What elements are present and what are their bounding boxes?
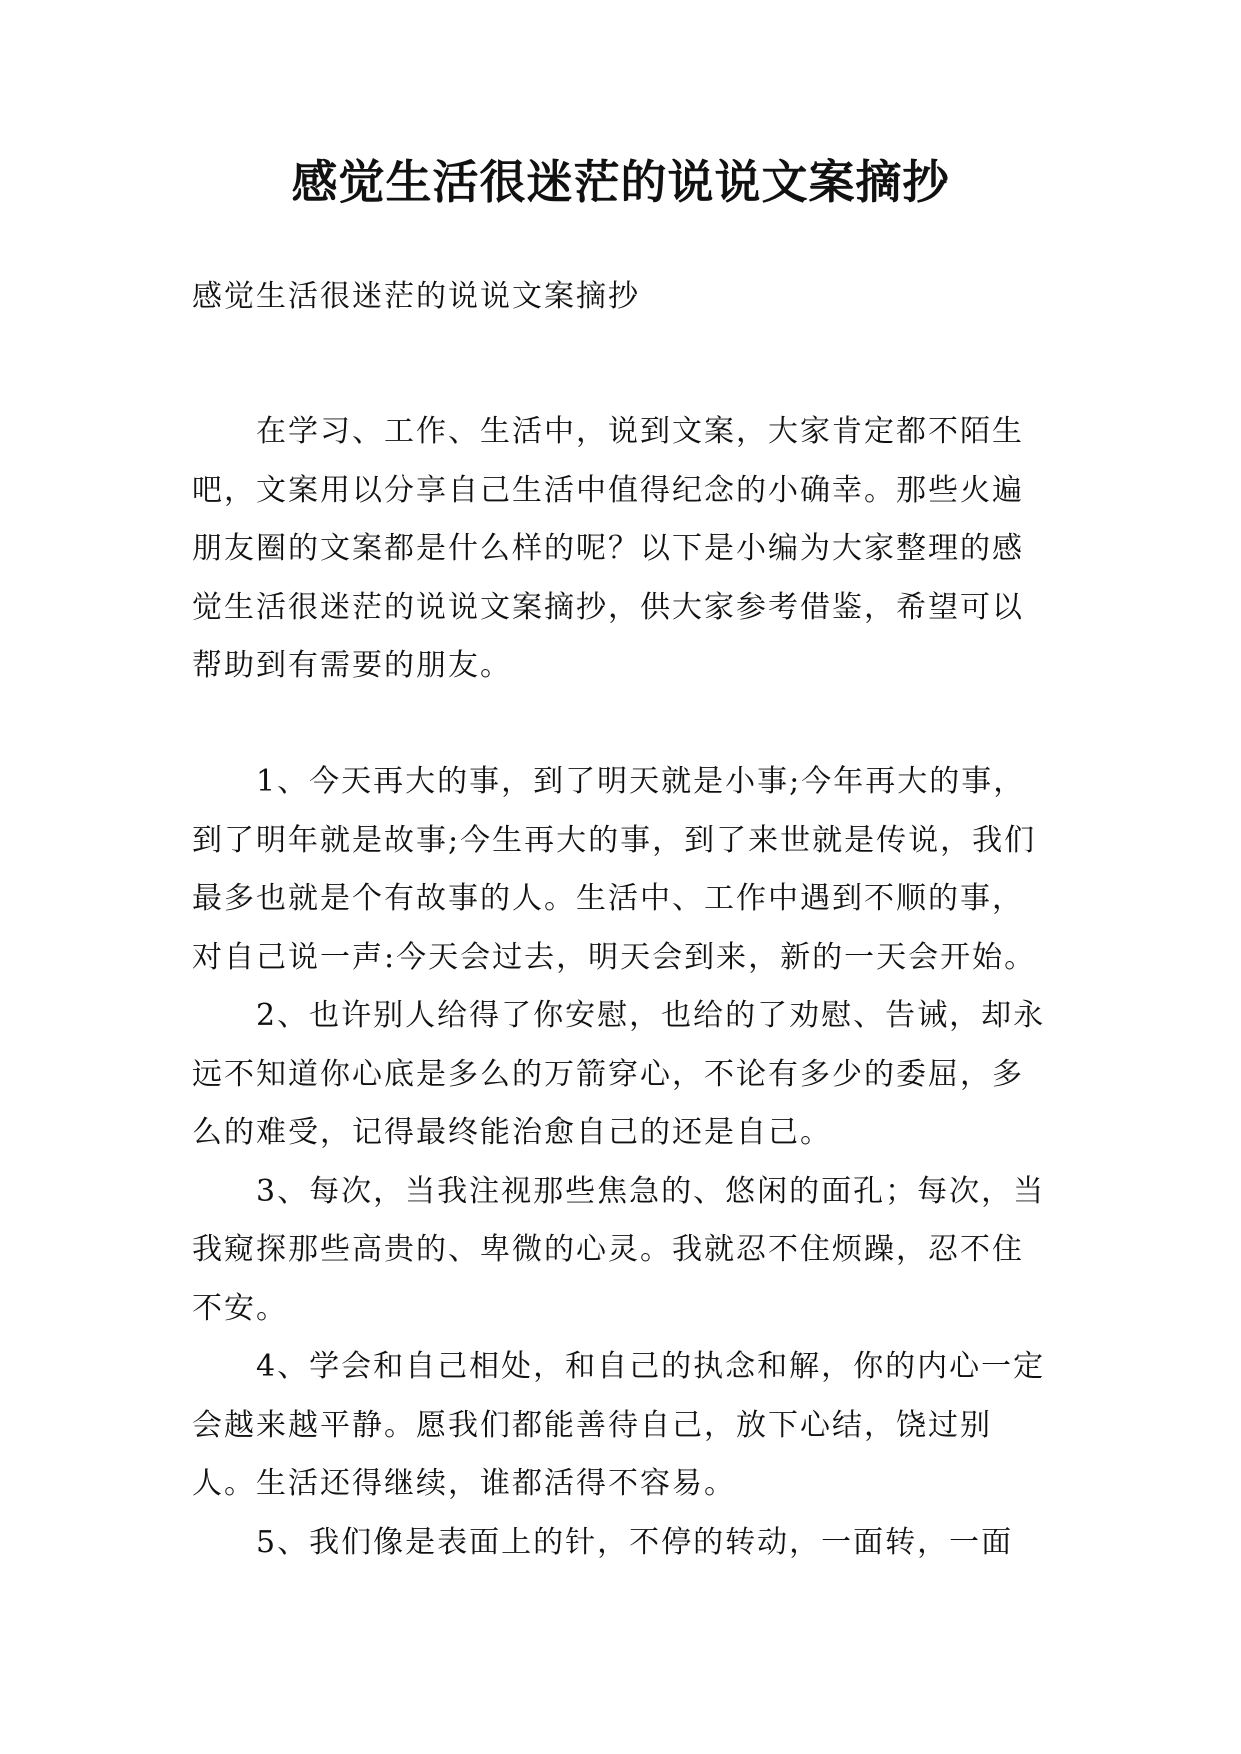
document-subtitle: 感觉生活很迷茫的说说文案摘抄 xyxy=(192,279,640,314)
document-title: 感觉生活很迷茫的说说文案摘抄 xyxy=(291,155,950,209)
quote-item-1: 1、今天再大的事，到了明天就是小事;今年再大的事，到了明年就是故事;今生再大的事，到了来世就是传说，我们最多也就是个有故事的人。生活中、工作中遇到不顺的事，对自己说一声:今天会过去，明天会到来，新的一天会开始。 xyxy=(192,764,1037,975)
quote-item-5: 5、我们像是表面上的针，不停的转动，一面转，一面 xyxy=(256,1524,1014,1560)
quote-item-3: 3、每次，当我注视那些焦急的、悠闲的面孔；每次，当我窥探那些高贵的、卑微的心灵。我就忍不住烦躁，忍不住不安。 xyxy=(192,1173,1046,1326)
quote-item-2: 2、也许别人给得了你安慰，也给的了劝慰、告诫，却永远不知道你心底是多么的万箭穿心，不论有多少的委屈，多么的难受，记得最终能治愈自己的还是自己。 xyxy=(192,998,1046,1150)
intro-paragraph: 在学习、工作、生活中，说到文案，大家肯定都不陌生吧，文案用以分享自己生活中值得纪念的小确幸。那些火遍朋友圈的文案都是什么样的呢？以下是小编为大家整理的感觉生活很迷茫的说说文案摘抄，供大家参考借鉴，希望可以帮助到有需要的朋友。 xyxy=(192,414,1024,683)
quote-list xyxy=(192,753,1052,1572)
quote-item-4: 4、学会和自己相处，和自己的执念和解，你的内心一定会越来越平静。愿我们都能善待自己，放下心结，饶过别人。生活还得继续，谁都活得不容易。 xyxy=(192,1349,1046,1501)
